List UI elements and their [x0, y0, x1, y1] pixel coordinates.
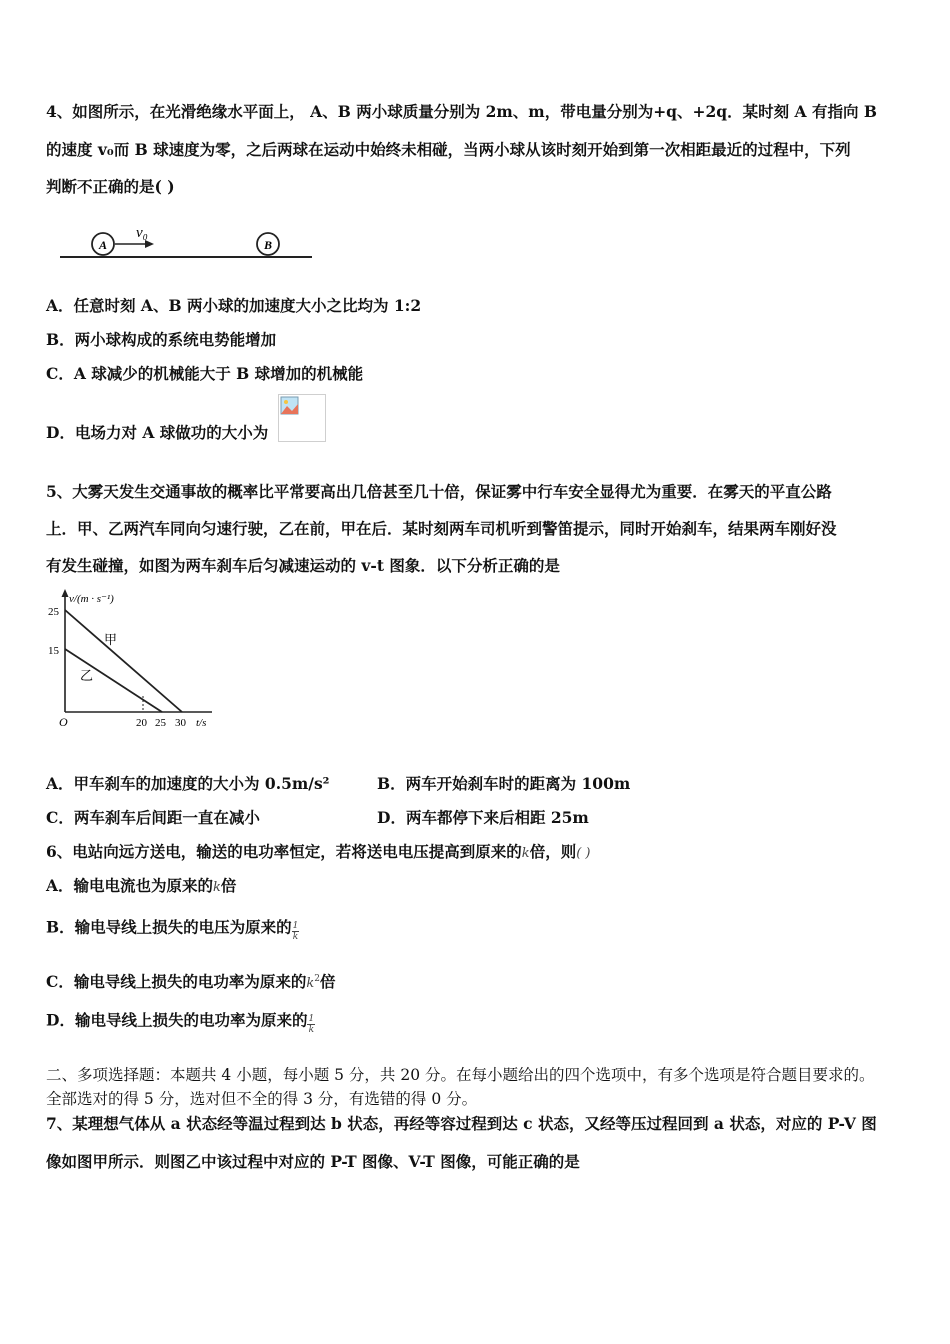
- origin-label: O: [59, 715, 68, 729]
- broken-image-placeholder: [278, 394, 326, 442]
- tick-30: 30: [175, 717, 186, 729]
- label-jia: 甲: [104, 632, 118, 647]
- q6-option-c-k: k: [306, 976, 315, 992]
- q4-option-a: A．任意时刻 A、B 两小球的加速度大小之比均为 1:2: [46, 296, 422, 315]
- fraction-denominator: k: [308, 1025, 315, 1035]
- fraction-numerator: 1: [308, 1014, 315, 1024]
- fraction-denominator: k: [292, 932, 299, 942]
- q6-stem-tail: 倍，则: [529, 842, 577, 861]
- broken-image-icon: [280, 396, 300, 416]
- q6-option-c-text: C．输电导线上损失的电功率为原来的: [46, 972, 307, 992]
- tick-25x: 25: [155, 717, 166, 729]
- ball-b-label: B: [263, 238, 273, 252]
- q6-stem-text: 6、电站向远方送电，输送的电功率恒定，若将送电电压提高到原来的: [46, 842, 522, 861]
- tick-25: 25: [48, 606, 59, 618]
- q6-option-a: [46, 876, 236, 898]
- q5-option-d: D．两车都停下来后相距 25m: [377, 808, 589, 827]
- fraction-1-over-k: [292, 921, 300, 942]
- q6-option-b-text: B．输电导线上损失的电压为原来的: [46, 917, 292, 937]
- q4-figure: [56, 218, 316, 262]
- q4-option-c: C．A 球减少的机械能大于 B 球增加的机械能: [46, 364, 364, 383]
- q6-option-c-exponent: 2: [314, 974, 320, 984]
- q6-stem-paren: ( ): [576, 846, 591, 861]
- ball-a-label: A: [98, 238, 108, 252]
- q4-stem-line3: 判断不正确的是( ): [46, 177, 175, 196]
- q4-stem-line1: 4、如图所示，在光滑绝缘水平面上， A、B 两小球质量分别为 2m、m，带电量分别为+q、+2q．某时刻 A 有指向 B: [46, 102, 877, 121]
- q6-option-d-text: D．输电导线上损失的电功率为原来的: [46, 1010, 308, 1030]
- label-yi: 乙: [80, 668, 94, 683]
- section2-scoring: 全部选对的得 5 分，选对但不全的得 3 分，有选错的得 0 分。: [46, 1090, 478, 1108]
- q4-option-d: D．电场力对 A 球做功的大小为: [46, 423, 269, 442]
- q6-stem: [46, 842, 590, 864]
- q6-option-d: [46, 1008, 315, 1035]
- tick-20: 20: [136, 717, 147, 729]
- q4-stem-line2: 的速度 v₀而 B 球速度为零，之后两球在运动中始终未相碰，当两小球从该时刻开始到第一次相距最近的过程中，下列: [46, 140, 851, 159]
- q6-option-b: [46, 915, 299, 942]
- q6-option-a-tail: 倍: [220, 876, 237, 895]
- q6-option-c-tail: 倍: [319, 972, 336, 992]
- q5-stem-line1: 5、大雾天发生交通事故的概率比平常要高出几倍甚至几十倍，保证雾中行车安全显得尤为重要．在雾天的平直公路: [46, 482, 832, 501]
- fraction-numerator: 1: [292, 921, 299, 931]
- q5-stem-line3: 有发生碰撞，如图为两车刹车后匀减速运动的 v-t 图象．以下分析正确的是: [46, 556, 560, 575]
- q6-stem-k: k: [521, 846, 530, 861]
- y-axis-arrow-icon: [62, 589, 69, 597]
- section2-header: 二、多项选择题：本题共 4 小题，每小题 5 分，共 20 分。在每小题给出的四个选项中，有多个选项是符合题目要求的。: [46, 1066, 875, 1084]
- q6-option-a-text: A．输电电流也为原来的: [46, 876, 214, 895]
- q4-option-b: B．两小球构成的系统电势能增加: [46, 330, 277, 349]
- fraction-1-over-k: [307, 1014, 315, 1035]
- q7-stem-line2: 像如图甲所示．则图乙中该过程中对应的 P-T 图像、V-T 图像，可能正确的是: [46, 1152, 580, 1171]
- q6-option-c: [46, 969, 335, 994]
- vt-graph: [44, 586, 224, 738]
- q5-option-a: A．甲车刹车的加速度的大小为 0.5m/s²: [46, 774, 330, 793]
- q7-stem-line1: 7、某理想气体从 a 状态经等温过程到达 b 状态，再经等容过程到达 c 状态，又经等压过程回到 a 状态，对应的 P-V 图: [46, 1114, 877, 1133]
- y-axis-label: v/(m · s⁻¹): [69, 593, 114, 605]
- arrowhead-icon: [145, 240, 154, 248]
- velocity-label: v₀: [136, 225, 148, 241]
- q6-option-a-k: k: [213, 880, 221, 895]
- q5-option-b: B．两车开始刹车时的距离为 100m: [377, 774, 631, 793]
- x-axis-label: t/s: [196, 717, 207, 729]
- tick-15: 15: [48, 645, 59, 657]
- q5-stem-line2: 上．甲、乙两汽车同向匀速行驶，乙在前，甲在后．某时刻两车司机听到警笛提示，同时开始刹车，结果两车刚好没: [46, 519, 837, 538]
- q5-option-c: C．两车刹车后间距一直在减小: [46, 808, 260, 827]
